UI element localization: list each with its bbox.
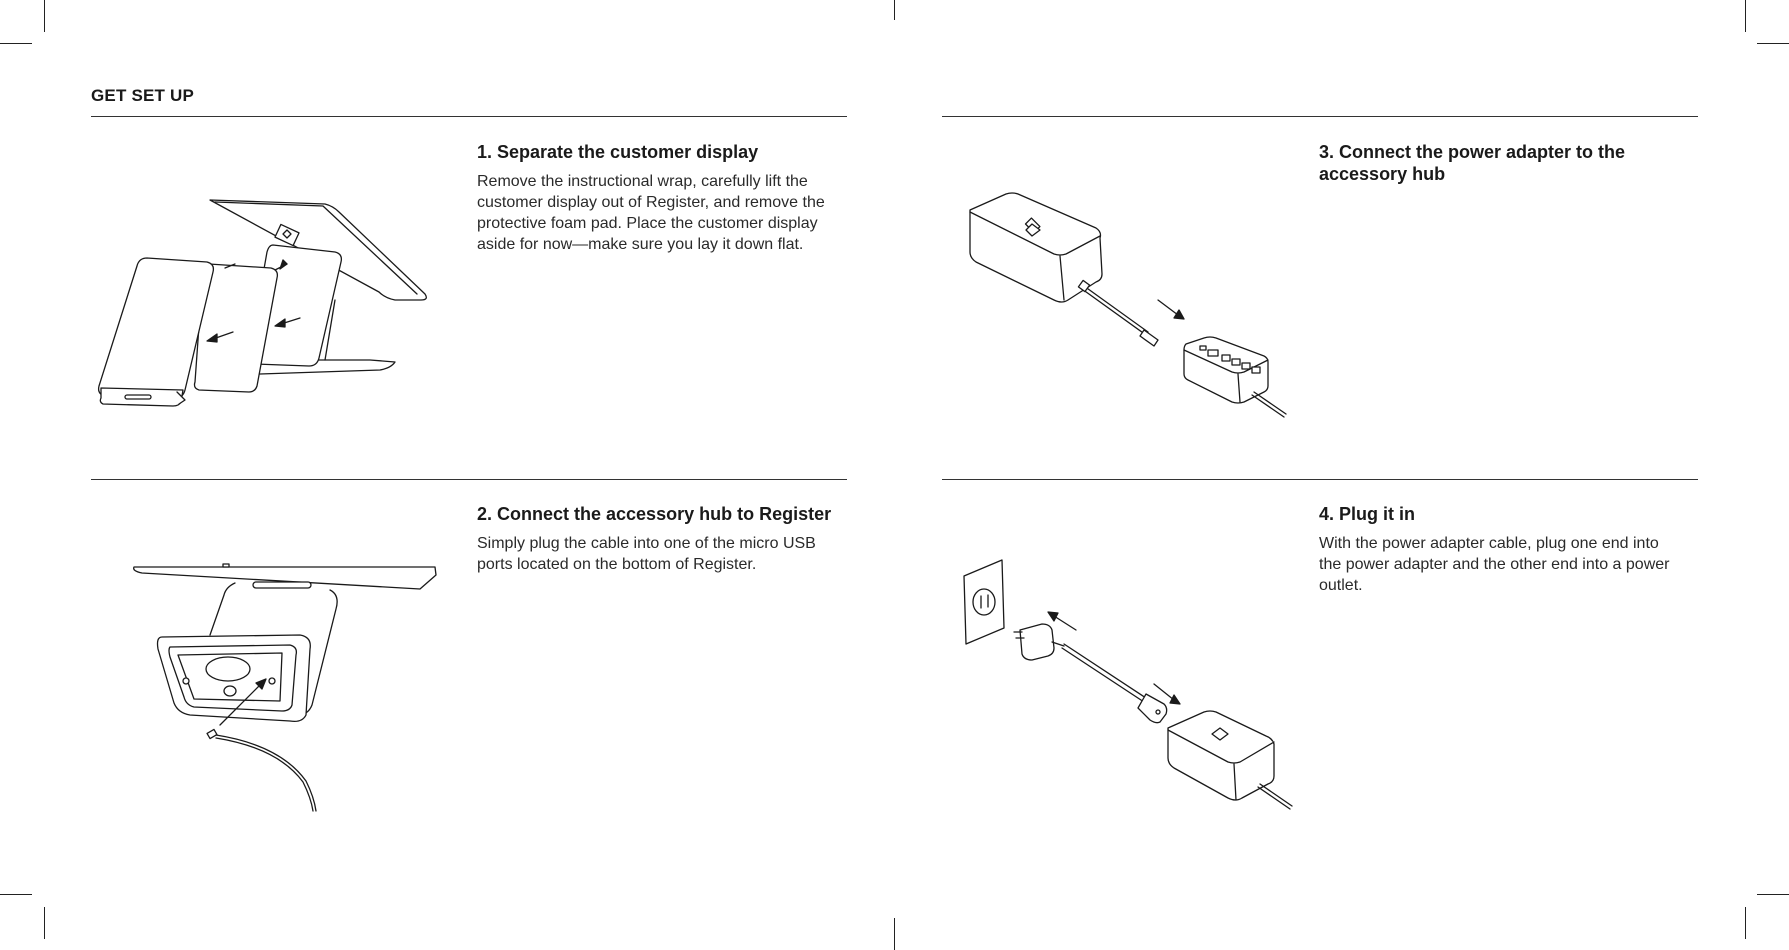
divider <box>91 116 847 117</box>
step-title: 4. Plug it in <box>1319 504 1416 524</box>
crop-mark <box>44 0 45 32</box>
crop-mark <box>44 907 45 939</box>
crop-mark <box>0 894 32 895</box>
divider <box>942 116 1698 117</box>
crop-mark <box>894 918 895 950</box>
step-title: 1. Separate the customer display <box>477 142 759 162</box>
step-body: Simply plug the cable into one of the micro USB ports located on the bottom of Register. <box>477 535 816 573</box>
step-body: Remove the instructional wrap, carefully lift the customer display out of Register, and remove the protective foam pad. Place the customer display aside for now—make sure you lay it down flat. <box>477 173 825 253</box>
step-title: 3. Connect the power adapter to the accessory hub <box>1319 142 1626 184</box>
separate-display-illustration <box>95 190 435 415</box>
power-adapter-illustration <box>968 190 1293 420</box>
crop-mark <box>1745 907 1746 939</box>
crop-mark <box>1757 43 1789 44</box>
crop-mark <box>1745 0 1746 32</box>
page-title: GET SET UP <box>91 86 195 105</box>
crop-mark <box>0 43 32 44</box>
crop-mark <box>1757 894 1789 895</box>
step-title: 2. Connect the accessory hub to Register <box>477 504 832 524</box>
divider <box>91 479 847 480</box>
connect-hub-illustration <box>130 565 440 815</box>
crop-mark <box>894 0 895 20</box>
plug-in-illustration <box>960 558 1295 813</box>
step-body: With the power adapter cable, plug one end into the power adapter and the other end into a power outlet. <box>1319 535 1670 594</box>
divider <box>942 479 1698 480</box>
